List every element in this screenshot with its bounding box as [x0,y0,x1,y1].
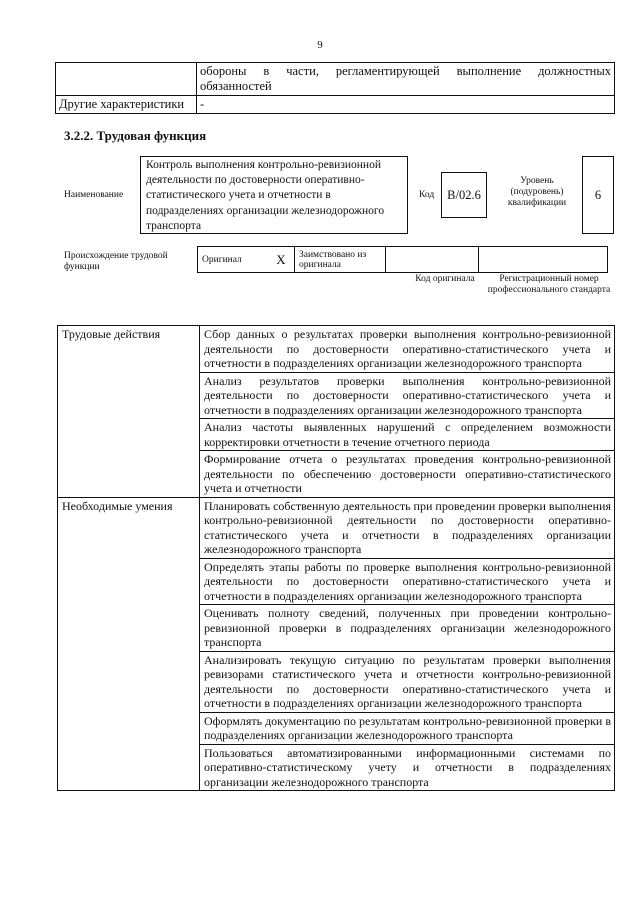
code-original-cell [386,247,479,273]
skill-item: Анализировать текущую ситуацию по результатам проверки выполнения ревизорами статистического учета и отчетности контрольно-ревизионной деятельности по достоверности оперативно-статистического учета и отчетности в подразделениях организации железнодорожного транспорта [200,651,615,712]
labor-action-item: Анализ частоты выявленных нарушений с определением возможности корректировки отчетности в течение отчетного периода [200,419,615,451]
level-box: 6 [582,156,614,234]
labor-action-item: Сбор данных о результатах проверки выполнения контрольно-ревизионной деятельности по достоверности оперативно-статистического учета и отчетности в подразделениях организации железнодорожного транспорта [200,326,615,373]
main-table [57,325,615,791]
reg-number-caption: Регистрационный номер профессионального стандарта [487,274,611,295]
original-mark: X [268,247,295,273]
level-label-line: квалификации [507,198,567,208]
required-skills-label: Необходимые умения [58,497,200,791]
labor-action-item: Формирование отчета о результатах проведения контрольно-ревизионной деятельности по обеспечению достоверности оперативно-статистического учета и отчетности [200,451,615,498]
labor-action-item: Анализ результатов проверки выполнения контрольно-ревизионной деятельности по достоверности оперативно-статистического учета и отчетности в подразделениях организации железнодорожного транспорта [200,372,615,419]
function-name-box: Контроль выполнения контрольно-ревизионной деятельности по достоверности оперативно-статистического учета и отчетности в подразделениях организации железнодорожного транспорта [140,156,408,234]
code-original-caption: Код оригинала [415,274,475,284]
skill-item: Планировать собственную деятельность при проведении проверки выполнения контрольно-ревизионной деятельности по достоверности оперативно-статистического учета и отчетности в подразделениях организации железнодорожного транспорта [200,497,615,558]
borrowed-label: Заимствовано из оригинала [295,247,386,273]
level-label [496,176,578,209]
page-number: 9 [317,39,323,51]
origin-label: Происхождение трудовой функции [64,251,168,272]
section-heading: 3.2.2. Трудовая функция [64,128,207,143]
row-label: Другие характеристики [56,96,197,114]
skill-item: Оформлять документацию по результатам контрольно-ревизионной проверки в подразделениях организации железнодорожного транспорта [200,712,615,744]
skill-item: Оценивать полноту сведений, полученных при проведении контрольно-ревизионной проверки в подразделениях организации железнодорожного транспорта [200,605,615,652]
labor-actions-label: Трудовые действия [58,326,200,498]
skill-item: Определять этапы работы по проверке выполнения контрольно-ревизионной деятельности по достоверности оперативно-статистического учета и отчетности в подразделениях организации железнодорожного транспорта [200,558,615,605]
table-row [56,63,615,96]
row-value: - [197,96,615,114]
level-label-line: (подуровень) [510,187,564,197]
skill-item: Пользоваться автоматизированными информационными системами по оперативно-статистическому учету и отчетности в подразделениях организации железнодорожного транспорта [200,744,615,791]
original-label: Оригинал [198,247,269,273]
name-label: Наименование [64,190,124,200]
code-box: B/02.6 [441,172,487,218]
level-label-line: Уровень [520,176,554,186]
table-row [58,497,615,558]
reg-number-cell [479,247,608,273]
row-label [56,63,197,96]
table-row [58,326,615,373]
table-row [198,247,608,273]
row-value: обороны в части, регламентирующей выполнение должностных обязанностей [197,63,615,96]
code-label: Код [419,190,435,200]
origin-table [197,246,608,273]
top-table [55,62,615,114]
table-row [56,96,615,114]
